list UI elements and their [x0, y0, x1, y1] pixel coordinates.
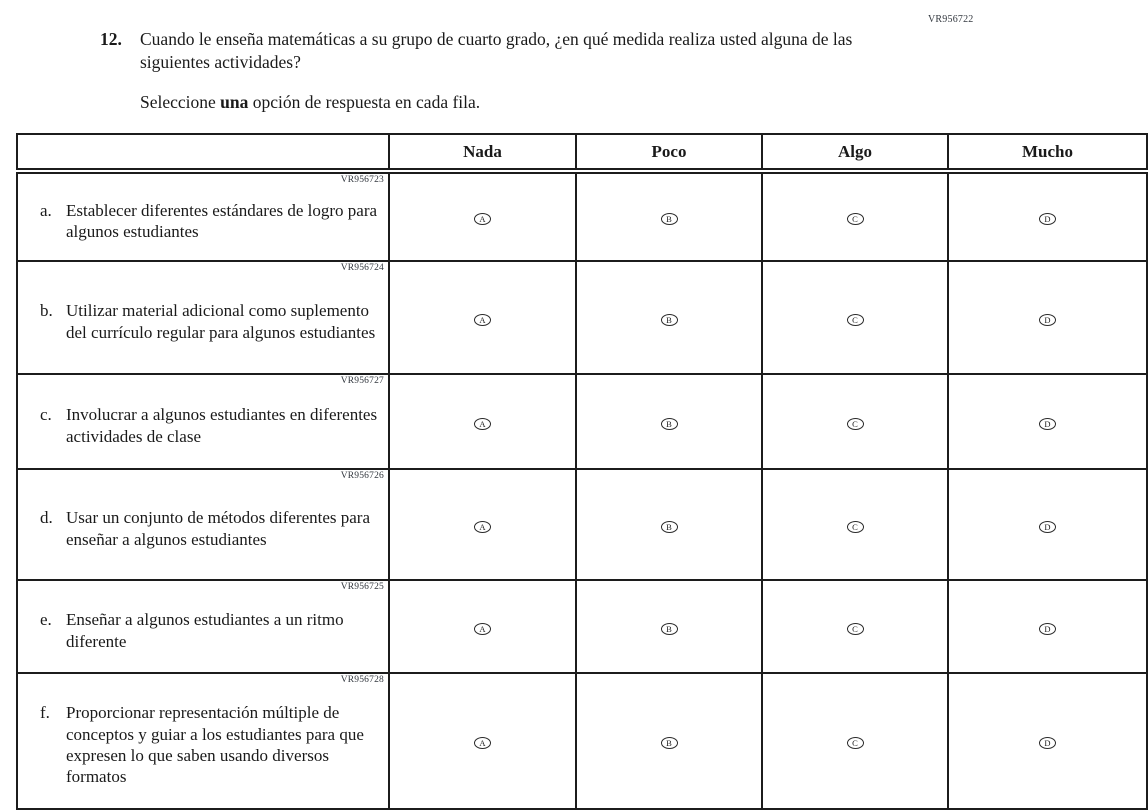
statement-column-header [17, 134, 389, 171]
row-statement: Proporcionar representación múltiple de conceptos y guiar a los estudiantes para que expresen lo que saben usando diversos formatos [66, 703, 364, 787]
table-row [17, 171, 1147, 261]
answer-bubble-a[interactable]: A [474, 213, 491, 225]
answer-bubble-c[interactable]: C [847, 623, 864, 635]
statement-cell [17, 469, 389, 580]
answer-bubble-c[interactable]: C [847, 418, 864, 430]
row-letter: e. [40, 610, 52, 630]
option-cell-nada [389, 469, 576, 580]
response-matrix-table [16, 133, 1148, 810]
question-number: 12. [100, 29, 122, 49]
answer-bubble-a[interactable]: A [474, 418, 491, 430]
row-letter: b. [40, 301, 53, 321]
question-text: Cuando le enseña matemáticas a su grupo de cuarto grado, ¿en qué medida realiza usted alguna de las siguientes actividades? [140, 29, 853, 72]
row-letter: a. [40, 200, 52, 220]
row-letter: f. [40, 703, 50, 723]
table-row [17, 261, 1147, 374]
option-cell-algo [762, 171, 948, 261]
row-code: VR956723 [340, 175, 384, 185]
table-row [17, 580, 1147, 673]
statement-cell [17, 261, 389, 374]
row-statement: Usar un conjunto de métodos diferentes para enseñar a algunos estudiantes [66, 508, 371, 549]
row-code: VR956727 [340, 376, 384, 386]
instruction-bold: una [220, 91, 249, 112]
option-cell-algo [762, 374, 948, 469]
option-cell-poco [576, 374, 762, 469]
option-cell-nada [389, 374, 576, 469]
answer-bubble-b[interactable]: B [661, 213, 678, 225]
option-cell-algo [762, 261, 948, 374]
answer-bubble-d[interactable]: D [1039, 521, 1056, 533]
option-cell-algo [762, 673, 948, 809]
option-cell-nada [389, 673, 576, 809]
question-instruction [140, 92, 480, 113]
answer-bubble-b[interactable]: B [661, 737, 678, 749]
answer-bubble-b[interactable]: B [661, 521, 678, 533]
answer-bubble-d[interactable]: D [1039, 737, 1056, 749]
row-letter: c. [40, 405, 52, 425]
form-code: VR956722 [928, 14, 974, 25]
question-block [100, 28, 900, 113]
answer-bubble-b[interactable]: B [661, 418, 678, 430]
statement-cell [17, 374, 389, 469]
option-cell-mucho [948, 261, 1147, 374]
answer-bubble-d[interactable]: D [1039, 623, 1056, 635]
answer-bubble-c[interactable]: C [847, 737, 864, 749]
statement-cell [17, 673, 389, 809]
column-header-algo: Algo [762, 134, 948, 171]
answer-bubble-b[interactable]: B [661, 623, 678, 635]
column-header-poco: Poco [576, 134, 762, 171]
option-cell-poco [576, 673, 762, 809]
option-cell-poco [576, 469, 762, 580]
answer-bubble-a[interactable]: A [474, 737, 491, 749]
header-row [17, 134, 1147, 171]
option-cell-nada [389, 171, 576, 261]
answer-bubble-a[interactable]: A [474, 314, 491, 326]
option-cell-poco [576, 171, 762, 261]
instruction-prefix: Seleccione [140, 91, 221, 112]
column-header-nada: Nada [389, 134, 576, 171]
option-cell-mucho [948, 469, 1147, 580]
answer-bubble-d[interactable]: D [1039, 213, 1056, 225]
row-letter: d. [40, 508, 53, 528]
answer-bubble-c[interactable]: C [847, 521, 864, 533]
option-cell-mucho [948, 580, 1147, 673]
option-cell-poco [576, 580, 762, 673]
row-code: VR956725 [340, 582, 384, 592]
table-row [17, 374, 1147, 469]
row-code: VR956724 [340, 263, 384, 273]
row-statement: Establecer diferentes estándares de logro para algunos estudiantes [66, 200, 378, 241]
answer-bubble-b[interactable]: B [661, 314, 678, 326]
answer-bubble-d[interactable]: D [1039, 418, 1056, 430]
statement-cell [17, 171, 389, 261]
option-cell-algo [762, 469, 948, 580]
answer-bubble-c[interactable]: C [847, 314, 864, 326]
option-cell-poco [576, 261, 762, 374]
option-cell-mucho [948, 171, 1147, 261]
column-header-mucho: Mucho [948, 134, 1147, 171]
option-cell-mucho [948, 374, 1147, 469]
table-row [17, 469, 1147, 580]
option-cell-nada [389, 261, 576, 374]
row-statement: Involucrar a algunos estudiantes en diferentes actividades de clase [66, 405, 378, 446]
question-indent-spacer [100, 74, 140, 113]
answer-bubble-c[interactable]: C [847, 213, 864, 225]
answer-bubble-a[interactable]: A [474, 623, 491, 635]
option-cell-nada [389, 580, 576, 673]
statement-cell [17, 580, 389, 673]
answer-bubble-d[interactable]: D [1039, 314, 1056, 326]
row-statement: Utilizar material adicional como suplemento del currículo regular para algunos estudiantes [66, 301, 376, 342]
table-row [17, 673, 1147, 809]
row-code: VR956726 [340, 471, 384, 481]
option-cell-algo [762, 580, 948, 673]
instruction-suffix: opción de respuesta en cada fila. [248, 91, 481, 112]
option-cell-mucho [948, 673, 1147, 809]
answer-bubble-a[interactable]: A [474, 521, 491, 533]
row-statement: Enseñar a algunos estudiantes a un ritmo diferente [66, 610, 344, 651]
row-code: VR956728 [340, 675, 384, 685]
